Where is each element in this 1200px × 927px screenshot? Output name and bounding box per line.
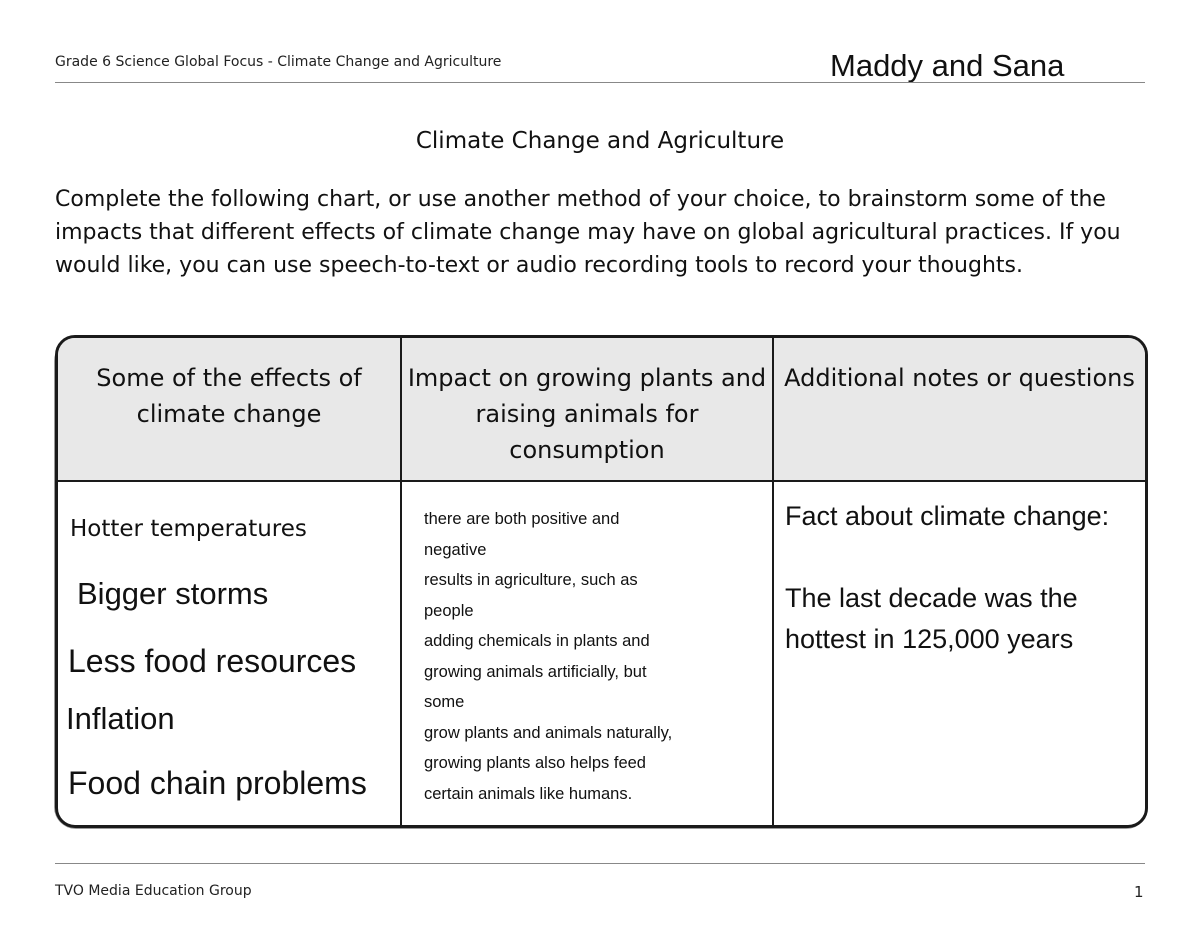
footer-organization: TVO Media Education Group	[55, 883, 252, 899]
impact-line: results in agriculture, such as	[424, 571, 638, 589]
impact-line: adding chemicals in plants and	[424, 632, 650, 650]
effect-item: Less food resources	[68, 643, 357, 679]
impact-line: there are both positive and	[424, 510, 620, 528]
impact-line: people	[424, 601, 474, 620]
notes-cell	[785, 496, 1135, 660]
effect-item: Inflation	[66, 701, 175, 736]
effect-item: Hotter temperatures	[70, 516, 307, 542]
header-notes: Additional notes or questions	[784, 364, 1135, 392]
student-names: Maddy and Sana	[830, 48, 1065, 83]
effect-item: Food chain problems	[68, 765, 367, 801]
brainstorm-table	[55, 335, 1148, 828]
footer-rule	[55, 863, 1145, 864]
fact-label: Fact about climate change:	[785, 501, 1110, 531]
impact-line: some	[424, 693, 465, 711]
fact-text: The last decade was the hottest in 125,000 years	[785, 583, 1078, 654]
instructions-text: Complete the following chart, or use another method of your choice, to brainstorm some of the impacts that different effects of climate change may have on global agricultural practices. If you would like, you can use speech-to-text or audio recording tools to record your thoughts.	[55, 187, 1121, 278]
page-number: 1	[1134, 883, 1144, 901]
header-impact: Impact on growing plants and raising animals for consumption	[407, 364, 767, 464]
header-effects: Some of the effects of climate change	[96, 364, 362, 428]
impact-line: growing plants also helps feed	[424, 754, 646, 772]
impact-line: certain animals like humans.	[424, 784, 633, 803]
header-rule	[55, 82, 1145, 83]
effect-item: Bigger storms	[77, 576, 269, 611]
course-title: Grade 6 Science Global Focus - Climate Change and Agriculture	[55, 54, 502, 70]
impact-text	[424, 504, 754, 809]
impact-line: growing animals artificially, but	[424, 662, 647, 681]
page-title: Climate Change and Agriculture	[415, 128, 785, 154]
column-divider	[772, 338, 774, 825]
impact-line: negative	[424, 540, 487, 559]
impact-line: grow plants and animals naturally,	[424, 723, 673, 742]
